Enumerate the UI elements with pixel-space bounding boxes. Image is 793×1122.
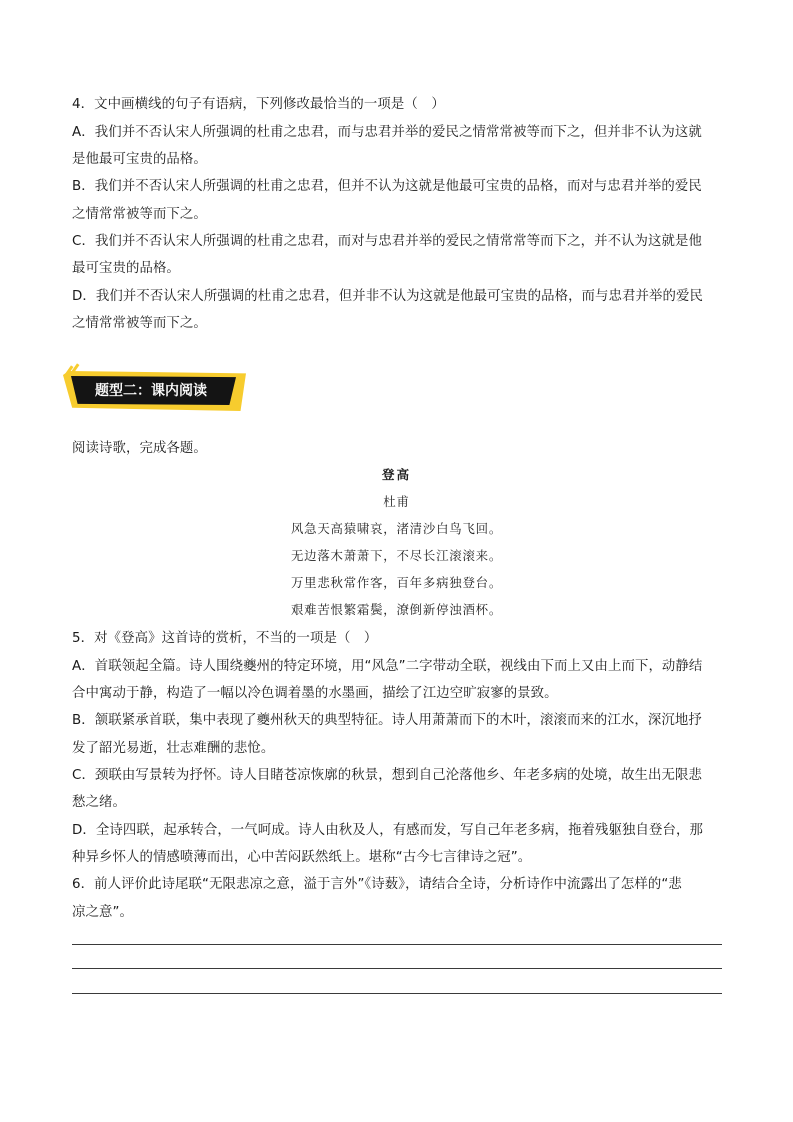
reading-instruction: 阅读诗歌，完成各题。 [72, 441, 207, 456]
poem-line: 风急天高猿啸哀，渚清沙白鸟飞回。 [290, 521, 503, 536]
section-banner [63, 371, 246, 411]
q5-option-d-line2: 种异乡怀人的情感喷薄而出，心中苦闷跃然纸上。堪称“古今七言律诗之冠”。 [72, 850, 532, 865]
section-title: 题型二：课内阅读 [95, 383, 207, 399]
q4-option-c-line2: 最可宝贵的品格。 [72, 261, 180, 276]
answer-line[interactable] [72, 993, 722, 994]
poem-title: 登高 [381, 467, 412, 482]
q5-option-a-line2: 合中寓动于静，构造了一幅以冷色调着墨的水墨画，描绘了江边空旷寂寥的景致。 [72, 686, 558, 701]
q6-stem-line2: 凉之意”。 [72, 905, 133, 920]
q5-option-c-line2: 愁之绪。 [72, 795, 126, 810]
q5-option-a-line1: A．首联领起全篇。诗人围绕夔州的特定环境，用“风急”二字带动全联，视线由下而上又由上而下，动静结 [72, 659, 703, 674]
answer-line[interactable] [72, 968, 722, 969]
q5-option-b-line1: B．颔联紧承首联，集中表现了夔州秋天的典型特征。诗人用萧萧而下的木叶，滚滚而来的江水，深沉地抒 [72, 713, 702, 728]
q4-stem: 4．文中画横线的句子有语病，下列修改最恰当的一项是（ ） [72, 97, 445, 112]
q5-stem: 5．对《登高》这首诗的赏析，不当的一项是（ ） [72, 631, 378, 646]
q4-option-c-line1: C．我们并不否认宋人所强调的杜甫之忠君，而对与忠君并举的爱民之情常常等而下之，并不认为这就是他 [72, 234, 703, 249]
q4-option-b-line2: 之情常常被等而下之。 [72, 207, 207, 222]
poem-line: 万里悲秋常作客，百年多病独登台。 [290, 575, 503, 590]
poem-author: 杜甫 [383, 494, 410, 509]
q5-option-b-line2: 发了韶光易逝，壮志难酬的悲怆。 [72, 741, 275, 756]
q4-option-b-line1: B．我们并不否认宋人所强调的杜甫之忠君，但并不认为这就是他最可宝贵的品格，而对与忠君并举的爱民 [72, 179, 702, 194]
poem-line: 艰难苦恨繁霜鬓，潦倒新停浊酒杯。 [290, 602, 503, 617]
q5-option-c-line1: C．颈联由写景转为抒怀。诗人目睹苍凉恢廓的秋景，想到自己沦落他乡、年老多病的处境，故生出无限悲 [72, 768, 703, 783]
q4-option-a-line1: A．我们并不否认宋人所强调的杜甫之忠君，而与忠君并举的爱民之情常常被等而下之，但并非不认为这就 [72, 125, 702, 140]
q6-stem-line1: 6．前人评价此诗尾联“无限悲凉之意，溢于言外”《诗薮》，请结合全诗，分析诗作中流露出了怎样的“悲 [72, 877, 682, 892]
poem-line: 无边落木萧萧下，不尽长江滚滚来。 [290, 548, 503, 563]
answer-line[interactable] [72, 944, 722, 945]
q4-option-d-line2: 之情常常被等而下之。 [72, 316, 207, 331]
q4-option-d-line1: D．我们并不否认宋人所强调的杜甫之忠君，但并非不认为这就是他最可宝贵的品格，而与忠君并举的爱民 [72, 289, 703, 304]
q5-option-d-line1: D．全诗四联，起承转合，一气呵成。诗人由秋及人，有感而发，写自己年老多病，拖着残躯独自登台，那 [72, 823, 703, 838]
q4-option-a-line2: 是他最可宝贵的品格。 [72, 152, 207, 167]
